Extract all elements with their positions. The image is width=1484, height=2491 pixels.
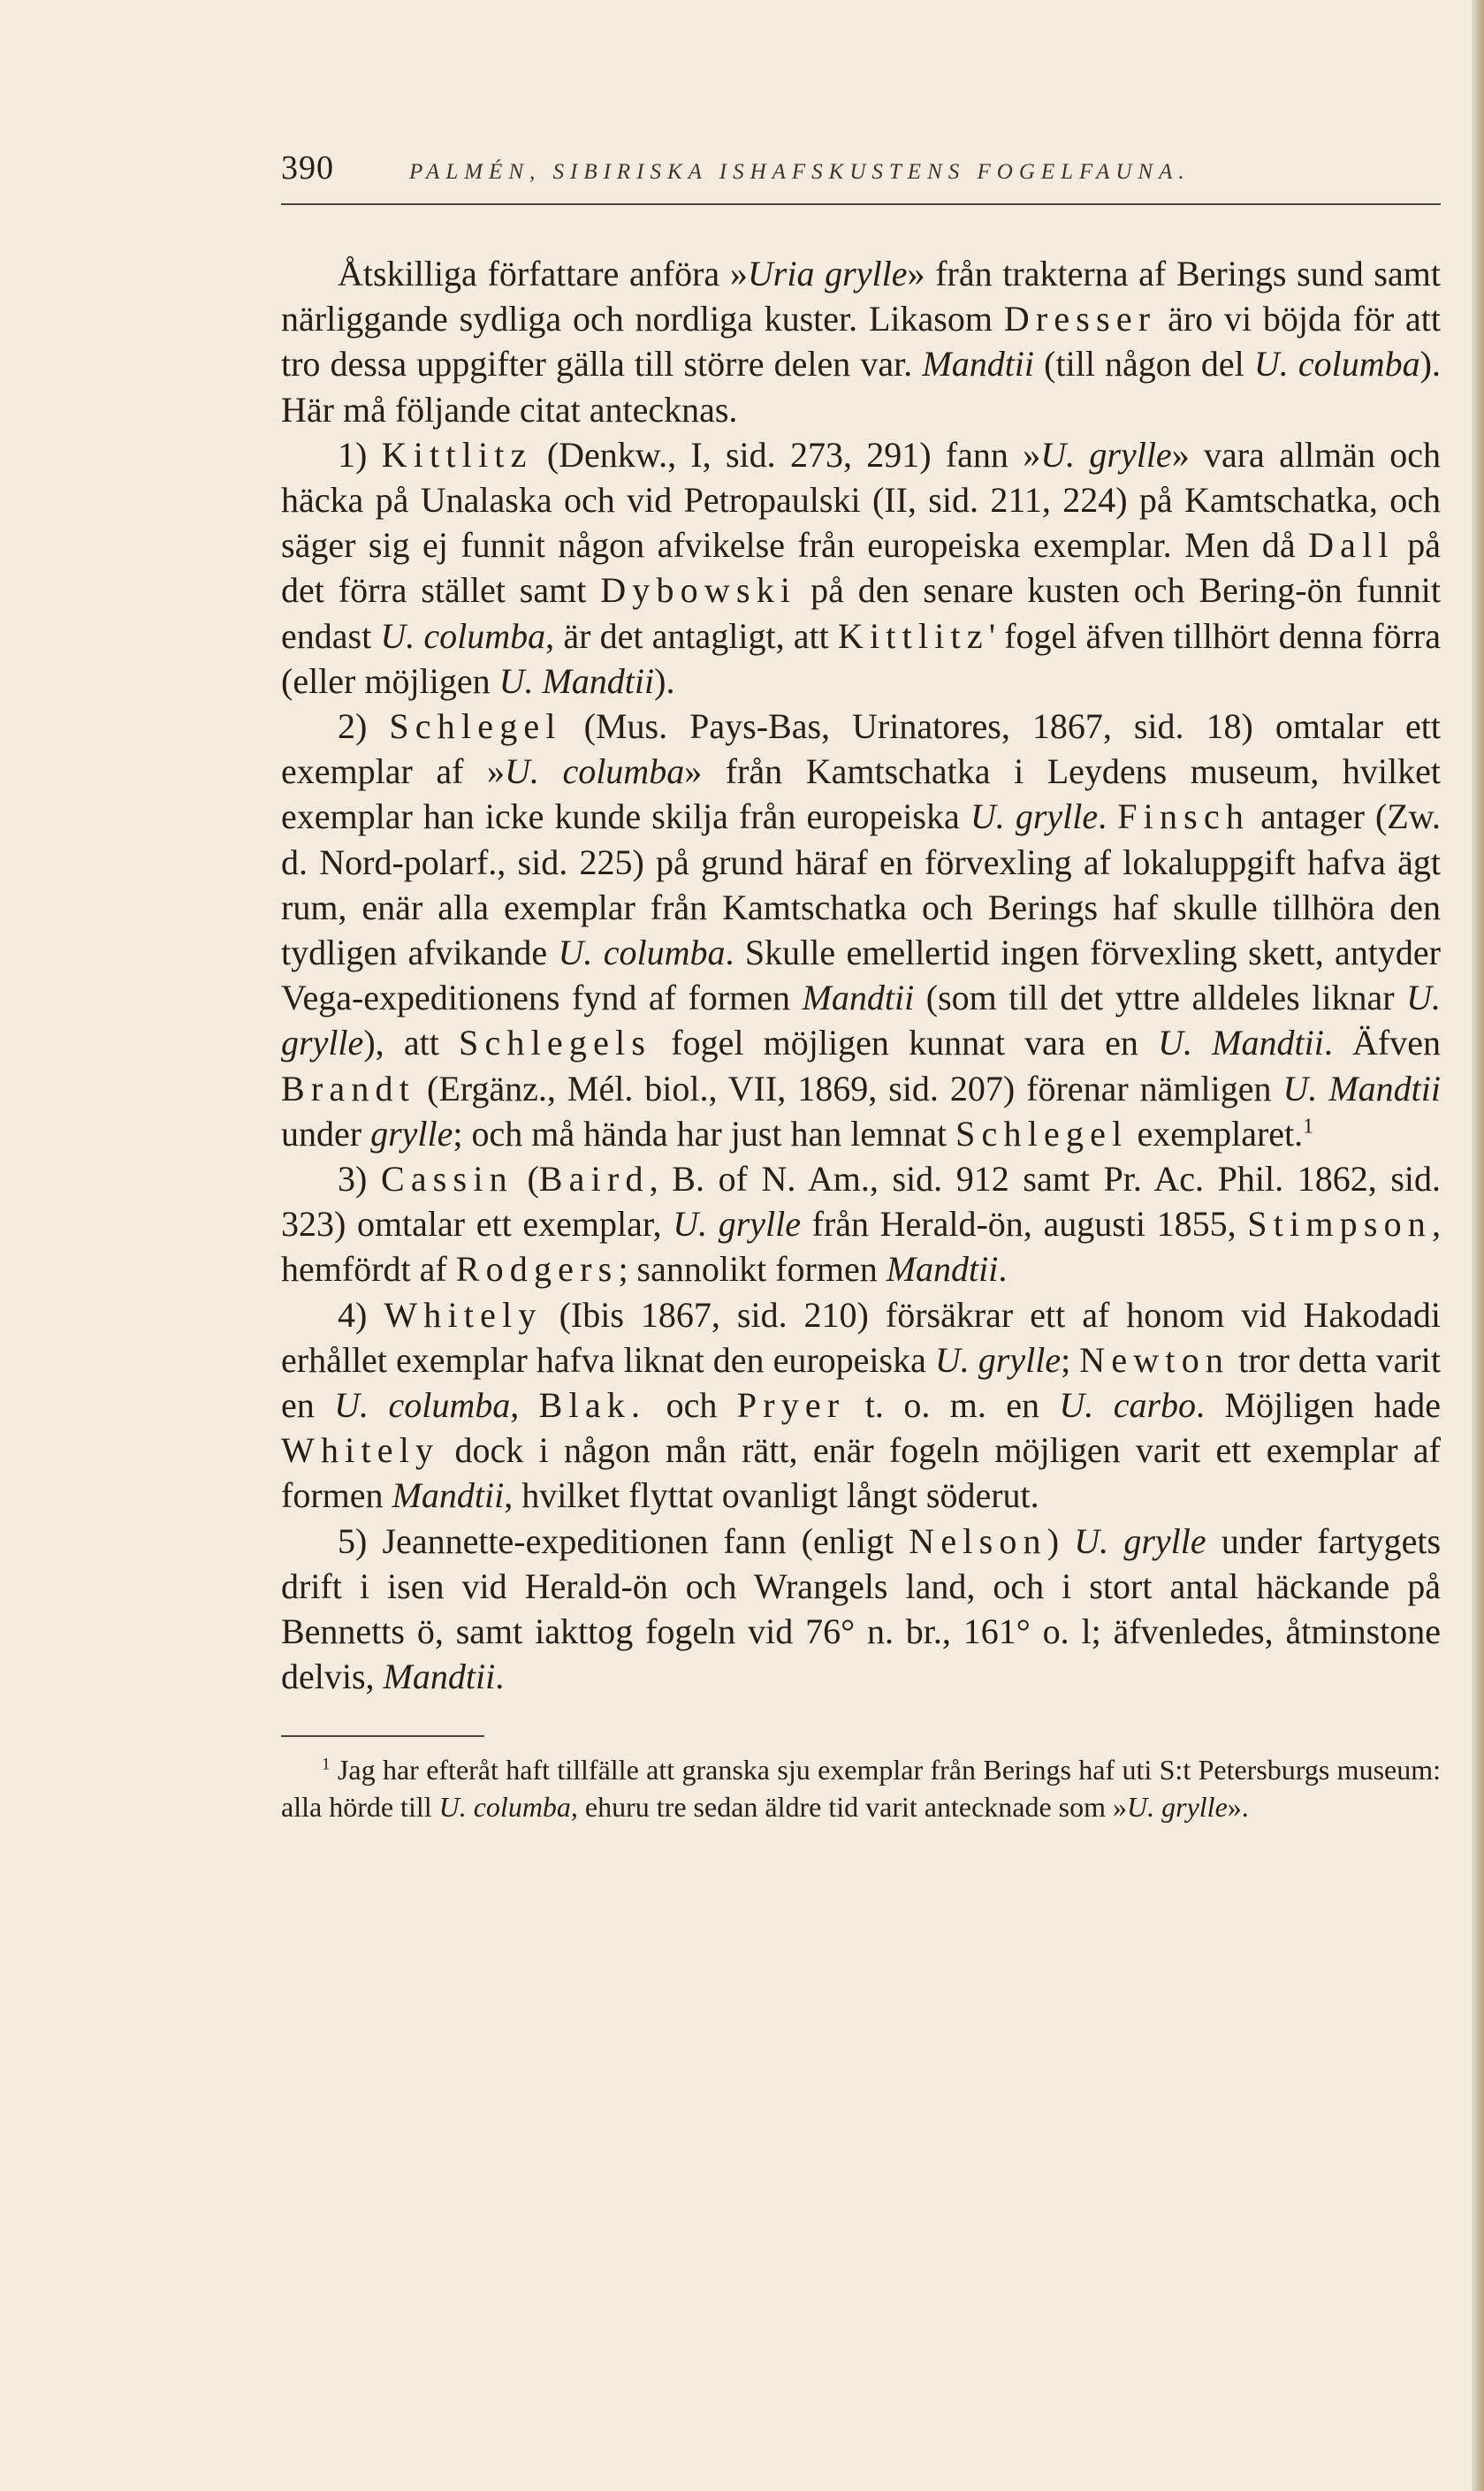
author-name: Schlegels xyxy=(459,1023,652,1063)
author-name: Nelson xyxy=(909,1520,1047,1561)
text: ). xyxy=(654,660,675,701)
text: fogel möjligen kunnat vara en xyxy=(651,1023,1159,1063)
text: från Herald-ön, augusti 1855, xyxy=(801,1204,1248,1245)
text: ; och må hända har just han lemnat xyxy=(453,1113,956,1154)
text: , B. of N. Am., sid. 912 samt Pr. Ac. Phil. 1862, sid. 323) omtalar ett exemplar, xyxy=(281,1159,1441,1245)
text: (till någon del xyxy=(1034,344,1254,385)
author-name: Blak. xyxy=(538,1385,647,1426)
species-name: U. columba xyxy=(558,933,726,973)
text: (Denkw., I, sid. 273, 291) fann » xyxy=(532,434,1041,475)
author-name: Whitely xyxy=(281,1430,440,1471)
text: ). Här må följande citat antecknas. xyxy=(281,344,1441,430)
species-name: U. grylle xyxy=(673,1204,802,1245)
paragraph-1 xyxy=(281,251,1441,432)
text: på det förra stället samt xyxy=(281,525,1441,611)
species-name: Mandtii xyxy=(922,344,1035,385)
text: 4) xyxy=(338,1294,384,1335)
text: (som till det yttre alldeles liknar xyxy=(914,978,1407,1018)
text: på den senare kusten och Bering-ön funnit endast xyxy=(281,570,1442,656)
text: , ehuru tre sedan äldre tid varit antecknade som » xyxy=(570,1790,1128,1823)
author-name: Schlegel xyxy=(389,706,562,747)
text: ), att xyxy=(363,1023,459,1063)
author-name: Dybowski xyxy=(600,570,797,611)
species-name: U. grylle xyxy=(970,796,1099,837)
author-name: Rodgers xyxy=(455,1249,619,1290)
species-name: U. columba xyxy=(505,751,685,792)
species-name: U. grylle xyxy=(281,978,1441,1063)
text: » vara allmän och häcka på Unalaska och vid Petropaulski (II, sid. 211, 224) på Kamtschatka, och säger sig ej funnit någon afvikelse från europeiska exemplar. Men då xyxy=(281,434,1441,566)
species-name: U. grylle xyxy=(934,1339,1062,1380)
text: , hemfördt af xyxy=(281,1204,1442,1290)
author-name: Dresser xyxy=(1003,299,1157,339)
author-name: Dall xyxy=(1308,525,1395,566)
running-title: PALMÉN, SIBIRISKA ISHAFSKUSTENS FOGELFAUNA. xyxy=(409,160,1191,184)
page-number: 390 xyxy=(281,149,334,187)
text: ; sannolikt formen xyxy=(618,1249,887,1290)
text: , hvilket flyttat ovanligt långt söderut. xyxy=(504,1475,1039,1516)
author-name: Stimpson xyxy=(1247,1204,1433,1245)
paragraph-5 xyxy=(281,1292,1441,1519)
text: dock i någon mån rätt, enär fogeln möjligen varit ett exemplar af formen xyxy=(281,1430,1441,1516)
text: . Möjligen hade xyxy=(1196,1385,1442,1426)
text: Jag har efteråt haft tillfälle att granska sju exemplar från Berings haf uti S:t Petersburgs museum: alla hörde till xyxy=(281,1753,1441,1823)
species-name: U. Mandtii xyxy=(1282,1068,1442,1108)
text: » från Kamtschatka i Leydens museum, hvilket exemplar han icke kunde skilja från europeiska xyxy=(281,751,1442,837)
text: under xyxy=(281,1113,371,1154)
species-name: U. carbo xyxy=(1059,1385,1197,1426)
author-name: Pryer xyxy=(736,1385,846,1426)
author-name: Baird xyxy=(538,1159,650,1200)
text: . xyxy=(1098,796,1118,837)
text: (Ergänz., Mél. biol., VII, 1869, sid. 207) förenar nämligen xyxy=(415,1068,1283,1108)
text: 3) xyxy=(338,1159,381,1200)
footnote-divider xyxy=(281,1735,484,1737)
paragraph-2 xyxy=(281,432,1441,704)
species-name: U. columba xyxy=(334,1385,511,1426)
author-name: Newton xyxy=(1079,1339,1230,1380)
text: » från trakterna af Berings sund samt närliggande sydliga och nordliga kuster. Likasom xyxy=(281,254,1441,339)
species-name: Mandtii xyxy=(392,1475,505,1516)
text: ' fogel äfven tillhört denna förra (eller möjligen xyxy=(281,615,1441,701)
text: . Skulle emellertid ingen förvexling skett, antyder Vega-expeditionens fynd af formen xyxy=(281,933,1442,1018)
species-name: grylle xyxy=(370,1113,453,1154)
text: under fartygets drift i isen vid Herald-ön och Wrangels land, och i stort antal häckande på Bennetts ö, samt iakttog fogeln vid 76° n. br., 161° o. l; äfvenledes, åtminstone delvis, xyxy=(281,1520,1442,1697)
text: , är det antagligt, att xyxy=(545,615,838,656)
text: ) xyxy=(1046,1520,1075,1561)
species-name: U. grylle xyxy=(1040,434,1172,475)
species-name: U. columba xyxy=(438,1790,571,1823)
text: ; xyxy=(1061,1339,1080,1380)
species-name: U. grylle xyxy=(1074,1520,1206,1561)
text: äro vi böjda för att tro dessa uppgifter gälla till större delen var. xyxy=(281,299,1442,385)
author-name: Whitely xyxy=(384,1294,543,1335)
species-name: Uria grylle xyxy=(747,254,908,293)
author-name: Finsch xyxy=(1117,796,1251,837)
text: t. o. m. en xyxy=(845,1385,1060,1426)
text: . xyxy=(998,1249,1008,1290)
page-edge-shadow xyxy=(1472,0,1484,2491)
paragraph-6 xyxy=(281,1519,1441,1700)
footnote-text xyxy=(281,1751,1441,1825)
author-name: Brandt xyxy=(281,1068,416,1108)
text: (Mus. Pays-Bas, Urinatores, 1867, sid. 18) omtalar ett exemplar af » xyxy=(281,706,1441,792)
species-name: U. Mandtii xyxy=(1158,1023,1324,1063)
text: . xyxy=(495,1657,505,1697)
text: Åtskilliga författare anföra » xyxy=(338,254,748,293)
species-name: U. columba xyxy=(380,615,546,656)
text: , xyxy=(510,1385,539,1426)
species-name: U. grylle xyxy=(1127,1790,1228,1823)
text: exemplaret. xyxy=(1128,1113,1304,1154)
text: 5) Jeannette-expeditionen fann (enligt xyxy=(338,1520,909,1561)
main-text xyxy=(281,251,1441,1700)
species-name: U. Mandtii xyxy=(498,660,655,701)
text: ( xyxy=(513,1159,539,1200)
footnote-mark: 1 xyxy=(322,1754,331,1773)
footnote-reference[interactable]: 1 xyxy=(1303,1115,1314,1139)
paragraph-3 xyxy=(281,704,1441,1156)
species-name: U. columba xyxy=(1253,344,1420,385)
text: (Ibis 1867, sid. 210) försäkrar ett af honom vid Hakodadi erhållet exemplar hafva liknat den europeiska xyxy=(281,1294,1442,1380)
text: 2) xyxy=(338,706,390,747)
book-page xyxy=(281,149,1441,1825)
footnote xyxy=(281,1751,1441,1825)
text: 1) xyxy=(338,434,382,475)
text: . Äfven xyxy=(1323,1023,1442,1063)
species-name: Mandtii xyxy=(802,978,915,1018)
page-header xyxy=(281,149,1441,205)
author-name: Schlegel xyxy=(955,1113,1129,1154)
text: antager (Zw. d. Nord-polarf., sid. 225) på grund häraf en förvexling af lokaluppgift hafva ägt rum, enär alla exemplar från Kamtschatka och Berings haf skulle tillhöra den tydligen afvikande xyxy=(281,796,1442,973)
paragraph-4 xyxy=(281,1156,1441,1292)
text: och xyxy=(646,1385,737,1426)
species-name: Mandtii xyxy=(886,1249,999,1290)
author-name: Kittlitz xyxy=(381,434,533,475)
author-name: Kittlitz xyxy=(837,615,989,656)
author-name: Cassin xyxy=(380,1159,514,1200)
species-name: Mandtii xyxy=(383,1657,496,1697)
text: ». xyxy=(1227,1790,1249,1823)
text: tror detta varit en xyxy=(281,1339,1442,1426)
